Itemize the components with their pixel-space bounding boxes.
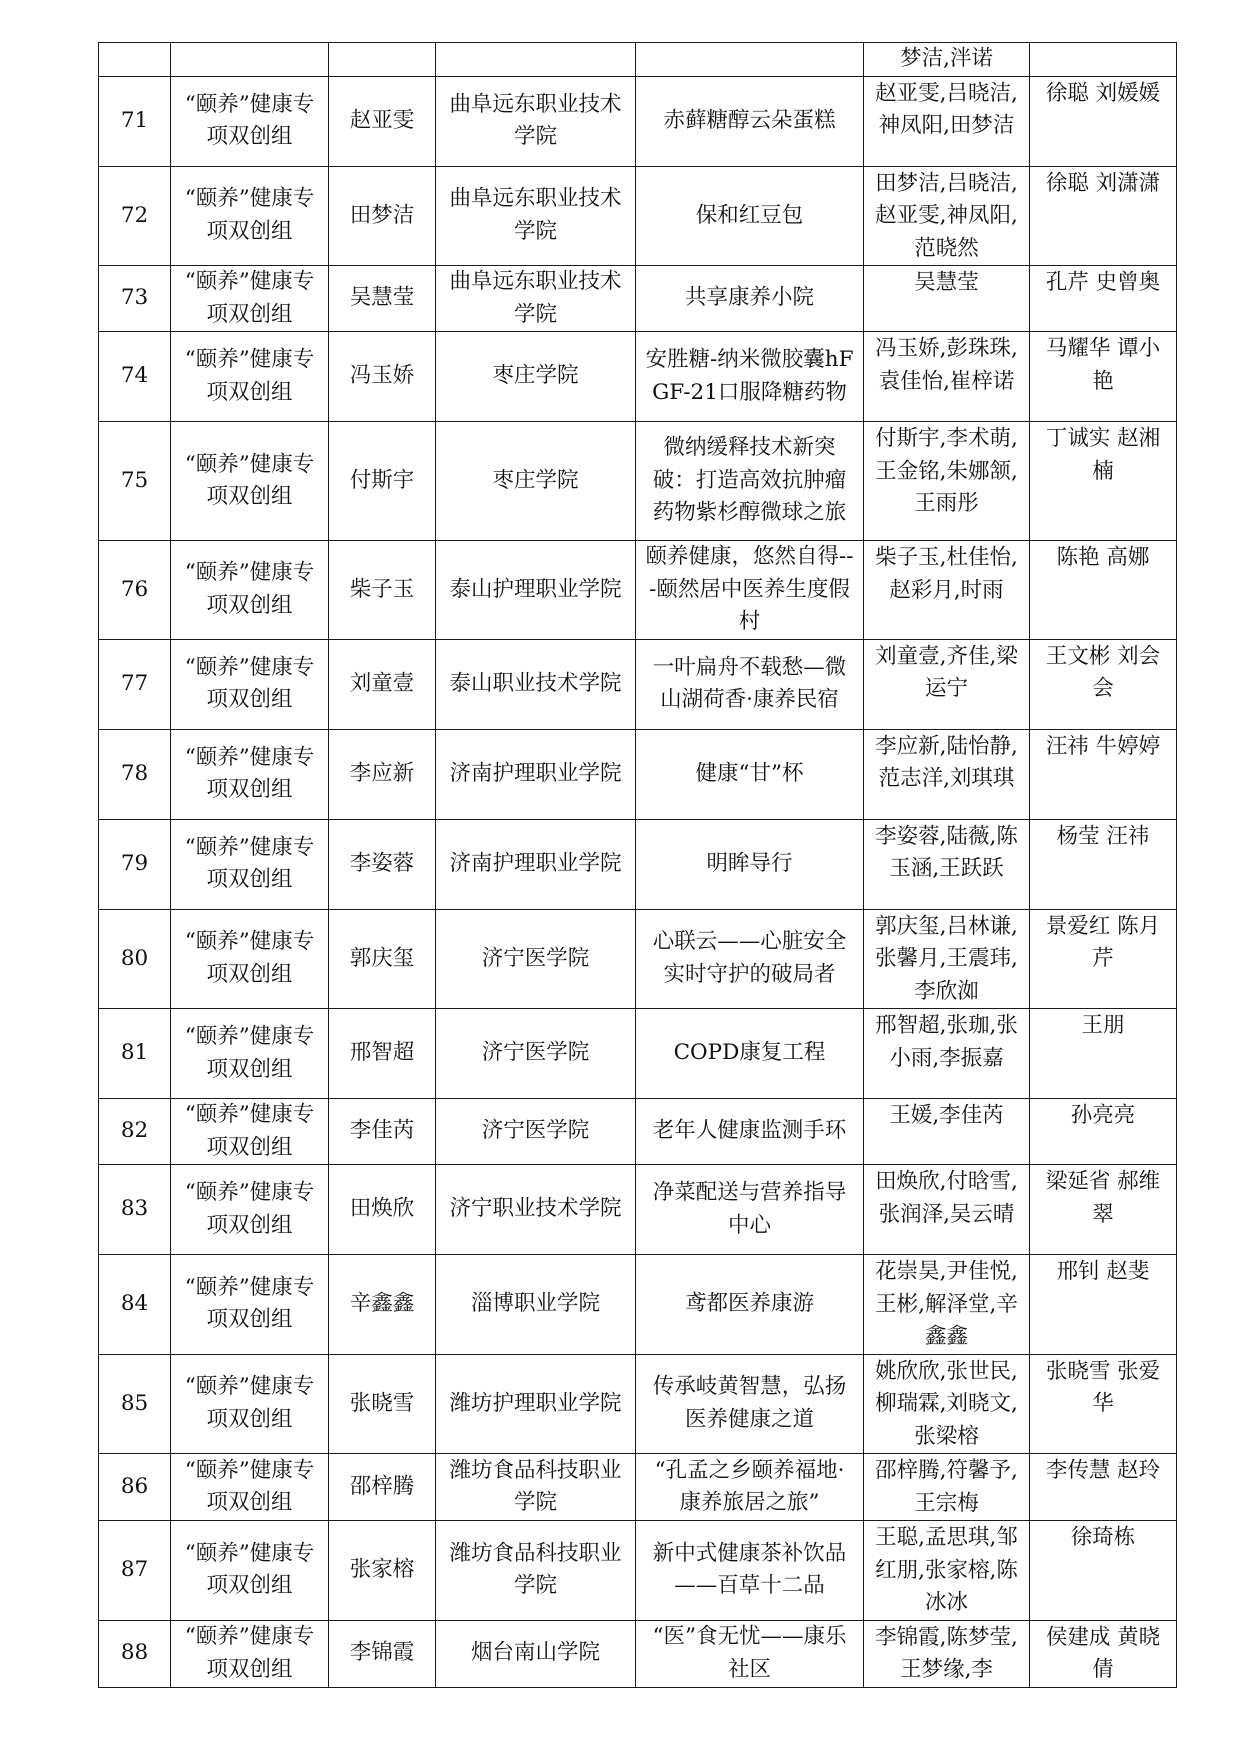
cell-leader: 田梦洁 <box>329 166 436 266</box>
cell-school: 曲阜远东职业技术学院 <box>436 266 636 332</box>
cell-school: 济宁医学院 <box>436 1099 636 1165</box>
cell-advisors: 邢钊 赵斐 <box>1030 1255 1177 1355</box>
cell-advisors: 景爱红 陈月芹 <box>1030 909 1177 1009</box>
cell-school: 泰山护理职业学院 <box>436 541 636 640</box>
cell-members: 花崇昊,尹佳悦,王彬,解泽堂,辛鑫鑫 <box>864 1255 1030 1355</box>
cell-members: 田焕欣,付晗雪,张润泽,吴云晴 <box>864 1165 1030 1255</box>
cell-leader: 李锦霞 <box>329 1620 436 1687</box>
cell-advisors: 李传慧 赵玲 <box>1030 1454 1177 1521</box>
cell-school <box>436 43 636 77</box>
cell-no: 83 <box>99 1165 171 1255</box>
cell-group: “颐养”健康专项双创组 <box>171 1009 329 1099</box>
cell-advisors: 梁延省 郝维翠 <box>1030 1165 1177 1255</box>
cell-members: 李锦霞,陈梦莹,王梦缘,李 <box>864 1620 1030 1687</box>
cell-members: 柴子玉,杜佳怡,赵彩月,时雨 <box>864 541 1030 640</box>
cell-leader: 田焕欣 <box>329 1165 436 1255</box>
cell-members: 邢智超,张珈,张小雨,李振嘉 <box>864 1009 1030 1099</box>
cell-leader: 张晓雪 <box>329 1354 436 1454</box>
table-row <box>99 1620 1177 1687</box>
cell-group: “颐养”健康专项双创组 <box>171 729 329 819</box>
cell-group: “颐养”健康专项双创组 <box>171 819 329 909</box>
cell-group: “颐养”健康专项双创组 <box>171 1099 329 1165</box>
cell-group: “颐养”健康专项双创组 <box>171 541 329 640</box>
cell-advisors: 丁诚实 赵湘楠 <box>1030 422 1177 541</box>
cell-leader: 邢智超 <box>329 1009 436 1099</box>
cell-no: 77 <box>99 639 171 729</box>
cell-advisors: 马耀华 谭小艳 <box>1030 332 1177 422</box>
cell-group <box>171 43 329 77</box>
table-row <box>99 76 1177 166</box>
cell-members: 吴慧莹 <box>864 266 1030 332</box>
cell-advisors: 侯建成 黄晓倩 <box>1030 1620 1177 1687</box>
cell-project: 明眸导行 <box>636 819 864 909</box>
cell-members: 王聪,孟思琪,邹红朋,张家榕,陈冰冰 <box>864 1521 1030 1621</box>
cell-group: “颐养”健康专项双创组 <box>171 639 329 729</box>
table-row <box>99 1354 1177 1454</box>
cell-no: 86 <box>99 1454 171 1521</box>
table-row <box>99 332 1177 422</box>
cell-group: “颐养”健康专项双创组 <box>171 332 329 422</box>
cell-group: “颐养”健康专项双创组 <box>171 1521 329 1621</box>
cell-leader: 李应新 <box>329 729 436 819</box>
cell-project: 健康“甘”杯 <box>636 729 864 819</box>
cell-members: 姚欣欣,张世民,柳瑞霖,刘晓文,张梁榕 <box>864 1354 1030 1454</box>
cell-group: “颐养”健康专项双创组 <box>171 1354 329 1454</box>
cell-school: 济南护理职业学院 <box>436 729 636 819</box>
table-row <box>99 266 1177 332</box>
cell-members: 李应新,陆怡静,范志洋,刘琪琪 <box>864 729 1030 819</box>
award-list-table <box>98 42 1177 1688</box>
cell-project: 心联云——心脏安全实时守护的破局者 <box>636 909 864 1009</box>
cell-no: 80 <box>99 909 171 1009</box>
cell-project: 鸢都医养康游 <box>636 1255 864 1355</box>
cell-no: 79 <box>99 819 171 909</box>
cell-group: “颐养”健康专项双创组 <box>171 166 329 266</box>
table-row <box>99 422 1177 541</box>
table-row <box>99 1009 1177 1099</box>
table-row <box>99 729 1177 819</box>
cell-advisors: 王文彬 刘会会 <box>1030 639 1177 729</box>
cell-no: 71 <box>99 76 171 166</box>
cell-advisors <box>1030 43 1177 77</box>
cell-no: 87 <box>99 1521 171 1621</box>
cell-project: 老年人健康监测手环 <box>636 1099 864 1165</box>
cell-leader: 柴子玉 <box>329 541 436 640</box>
cell-project: “医”食无忧——康乐社区 <box>636 1620 864 1687</box>
cell-project: “孔孟之乡颐养福地·康养旅居之旅” <box>636 1454 864 1521</box>
cell-project: COPD康复工程 <box>636 1009 864 1099</box>
cell-school: 枣庄学院 <box>436 332 636 422</box>
cell-leader: 赵亚雯 <box>329 76 436 166</box>
cell-school: 淄博职业学院 <box>436 1255 636 1355</box>
cell-advisors: 徐聪 刘媛媛 <box>1030 76 1177 166</box>
cell-members: 李姿蓉,陆薇,陈玉涵,王跃跃 <box>864 819 1030 909</box>
cell-project: 净菜配送与营养指导中心 <box>636 1165 864 1255</box>
table-row <box>99 819 1177 909</box>
cell-school: 济宁医学院 <box>436 1009 636 1099</box>
cell-members: 邵梓腾,符馨予,王宗梅 <box>864 1454 1030 1521</box>
cell-project: 保和红豆包 <box>636 166 864 266</box>
cell-advisors: 张晓雪 张爱华 <box>1030 1354 1177 1454</box>
cell-project <box>636 43 864 77</box>
table-row-continued <box>99 43 1177 77</box>
cell-advisors: 孙亮亮 <box>1030 1099 1177 1165</box>
table-row <box>99 1099 1177 1165</box>
table-row <box>99 1165 1177 1255</box>
cell-school: 潍坊护理职业学院 <box>436 1354 636 1454</box>
cell-school: 济宁医学院 <box>436 909 636 1009</box>
cell-leader <box>329 43 436 77</box>
cell-no: 85 <box>99 1354 171 1454</box>
cell-members: 付斯宇,李术萌,王金铭,朱娜颔,王雨彤 <box>864 422 1030 541</box>
cell-no: 78 <box>99 729 171 819</box>
cell-school: 曲阜远东职业技术学院 <box>436 166 636 266</box>
cell-no <box>99 43 171 77</box>
cell-group: “颐养”健康专项双创组 <box>171 422 329 541</box>
cell-school: 烟台南山学院 <box>436 1620 636 1687</box>
cell-no: 73 <box>99 266 171 332</box>
cell-project: 颐养健康，悠然自得---颐然居中医养生度假村 <box>636 541 864 640</box>
cell-leader: 邵梓腾 <box>329 1454 436 1521</box>
cell-no: 75 <box>99 422 171 541</box>
cell-members: 赵亚雯,吕晓洁,神凤阳,田梦洁 <box>864 76 1030 166</box>
cell-school: 泰山职业技术学院 <box>436 639 636 729</box>
cell-members: 王媛,李佳芮 <box>864 1099 1030 1165</box>
cell-school: 曲阜远东职业技术学院 <box>436 76 636 166</box>
cell-no: 76 <box>99 541 171 640</box>
cell-group: “颐养”健康专项双创组 <box>171 1165 329 1255</box>
table-row <box>99 541 1177 640</box>
cell-advisors: 汪祎 牛婷婷 <box>1030 729 1177 819</box>
table-row <box>99 1255 1177 1355</box>
cell-project: 微纳缓释技术新突破：打造高效抗肿瘤药物紫杉醇微球之旅 <box>636 422 864 541</box>
cell-members: 梦洁,泮诺 <box>864 43 1030 77</box>
cell-project: 一叶扁舟不载愁—微山湖荷香·康养民宿 <box>636 639 864 729</box>
cell-no: 72 <box>99 166 171 266</box>
cell-advisors: 孔芹 史曾奥 <box>1030 266 1177 332</box>
cell-no: 84 <box>99 1255 171 1355</box>
cell-leader: 李姿蓉 <box>329 819 436 909</box>
cell-members: 冯玉娇,彭珠珠,袁佳怡,崔梓诺 <box>864 332 1030 422</box>
cell-no: 88 <box>99 1620 171 1687</box>
cell-group: “颐养”健康专项双创组 <box>171 266 329 332</box>
cell-school: 枣庄学院 <box>436 422 636 541</box>
cell-group: “颐养”健康专项双创组 <box>171 1255 329 1355</box>
cell-members: 刘童壹,齐佳,梁运宁 <box>864 639 1030 729</box>
cell-members: 郭庆玺,吕林谦,张馨月,王震玮,李欣洳 <box>864 909 1030 1009</box>
cell-leader: 吴慧莹 <box>329 266 436 332</box>
cell-school: 潍坊食品科技职业学院 <box>436 1454 636 1521</box>
cell-advisors: 徐聪 刘潇潇 <box>1030 166 1177 266</box>
cell-members: 田梦洁,吕晓洁,赵亚雯,神凤阳,范晓然 <box>864 166 1030 266</box>
table-row <box>99 1454 1177 1521</box>
cell-project: 传承岐黄智慧，弘扬医养健康之道 <box>636 1354 864 1454</box>
cell-no: 81 <box>99 1009 171 1099</box>
cell-no: 82 <box>99 1099 171 1165</box>
table-row <box>99 909 1177 1009</box>
cell-project: 安胜糖-纳米微胶囊hFGF-21口服降糖药物 <box>636 332 864 422</box>
cell-leader: 张家榕 <box>329 1521 436 1621</box>
cell-group: “颐养”健康专项双创组 <box>171 909 329 1009</box>
cell-leader: 冯玉娇 <box>329 332 436 422</box>
cell-advisors: 王朋 <box>1030 1009 1177 1099</box>
table-row <box>99 166 1177 266</box>
cell-group: “颐养”健康专项双创组 <box>171 76 329 166</box>
cell-project: 新中式健康茶补饮品——百草十二品 <box>636 1521 864 1621</box>
cell-school: 济宁职业技术学院 <box>436 1165 636 1255</box>
cell-school: 潍坊食品科技职业学院 <box>436 1521 636 1621</box>
cell-no: 74 <box>99 332 171 422</box>
cell-advisors: 陈艳 高娜 <box>1030 541 1177 640</box>
cell-leader: 辛鑫鑫 <box>329 1255 436 1355</box>
cell-project: 共享康养小院 <box>636 266 864 332</box>
cell-group: “颐养”健康专项双创组 <box>171 1454 329 1521</box>
cell-school: 济南护理职业学院 <box>436 819 636 909</box>
table-row <box>99 1521 1177 1621</box>
cell-group: “颐养”健康专项双创组 <box>171 1620 329 1687</box>
cell-project: 赤藓糖醇云朵蛋糕 <box>636 76 864 166</box>
cell-leader: 郭庆玺 <box>329 909 436 1009</box>
table-body <box>99 76 1177 1687</box>
cell-advisors: 徐琦栋 <box>1030 1521 1177 1621</box>
cell-leader: 刘童壹 <box>329 639 436 729</box>
cell-leader: 付斯宇 <box>329 422 436 541</box>
cell-advisors: 杨莹 汪祎 <box>1030 819 1177 909</box>
table-row <box>99 639 1177 729</box>
cell-leader: 李佳芮 <box>329 1099 436 1165</box>
